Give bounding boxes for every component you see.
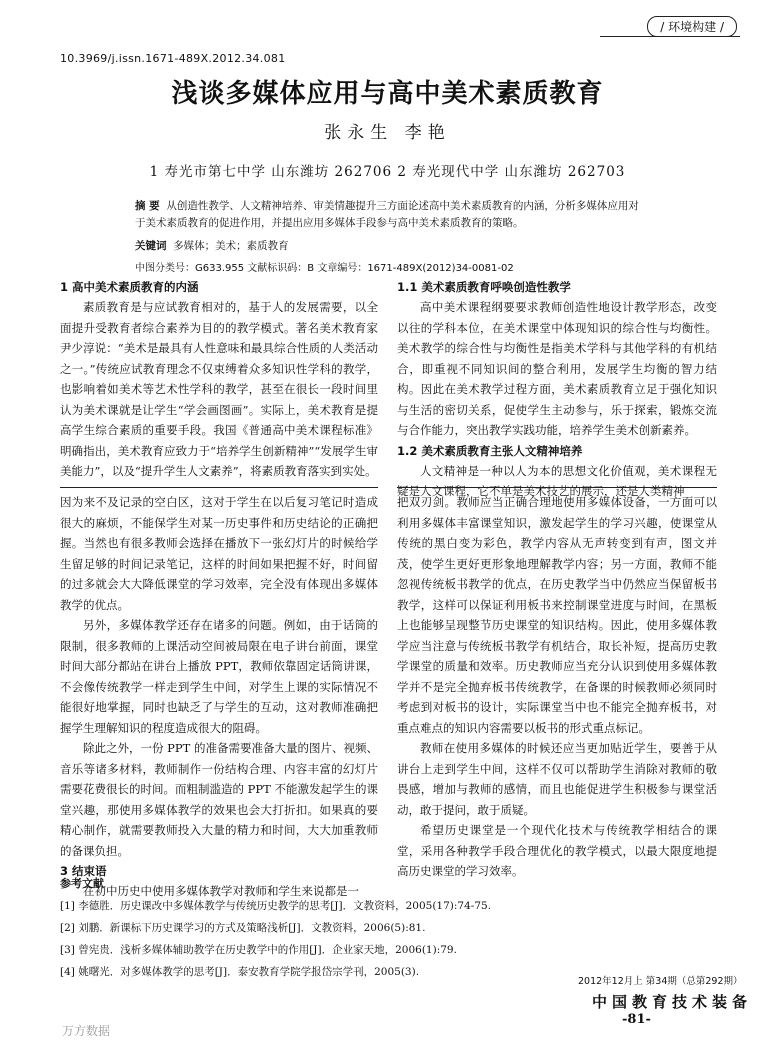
paragraph: 教师在使用多媒体的时候还应当更加贴近学生，要善于从讲台上走到学生中间，这样不仅可以帮助学生消除对教师的敬畏感，增加与教师的感情，而且也能促进学生积极参与课堂活动，敢于提问，敢于质疑。 — [397, 741, 717, 817]
authors: 张永生 李艳 — [324, 123, 451, 143]
page-number: -81- — [622, 1012, 651, 1027]
paragraph: 因为来不及记录的空白区，这对于学生在以后复习笔记时造成很大的麻烦，不能保学生对某一历史事件和历史结论的正确把握。当然也有很多教师会选择在播放下一张幻灯片的时候给学生留足够的时间记录笔记，这样的时间如果把握不好，时间留的过多就会大大降低课堂的学习效率，完全没有体现出多媒体教学的优点。 — [60, 495, 378, 612]
issue-date: 2012年12月上 第34期（总第292期） — [578, 976, 743, 987]
abstract — [135, 198, 645, 232]
paragraph: 另外，多媒体教学还存在诸多的问题。例如，由于话筒的限制，很多教师的上课活动空间被局限在电子讲台前面，课堂时间大部分都站在讲台上播放 PPT，教师依靠固定话筒讲课，不会像传统教学一样走到学生中间，对学生上课的实际情况不能很好地掌握，同时也缺乏了与学生的互动，这对教师准确把握学生理解知识的程度造成很大的阻碍。 — [60, 618, 378, 735]
classification-line: 中图分类号：G633.955 文献标识码：B 文章编号：1671-489X(2012)34-0081-02 — [135, 263, 514, 274]
magazine-name: 中国教育技术装备 — [592, 993, 753, 1011]
abstract-text: 从创造性教学、人文精神培养、审美情趣提升三方面论述高中美术素质教育的内涵，分析多媒体应用对于美术素质教育的促进作用，并提出应用多媒体手段参与高中美术素质教育的策略。 — [135, 200, 639, 229]
paragraph: 人文精神是一种以人为本的思想文化价值观，美术课程无疑是人文课程，它不单是美术技艺的展示，还是人类精神 — [397, 463, 717, 498]
reference-item: [3] 曾宪贵．浅析多媒体辅助教学在历史教学中的作用[J]．企业家天地，2006(1):79. — [60, 944, 457, 956]
section-tag: / 环境构建 / — [647, 16, 737, 37]
paragraph: 素质教育是与应试教育相对的，基于人的发展需要，以全面提升受教育者综合素养为目的的教学模式。著名美术教育家尹少淳说：“美术是最具有人性意味和最具综合性质的人类活动之一。”传统应试教育理念不仅束缚着众多知识性学科的教学，也影响着如美术等艺术性学科的教学，甚至在很长一段时间里认为美术课就是让学生“学会画图画”。实际上，美术教育是提高学生综合素质的重要手段。我国《普通高中美术课程标准》明确指出，美术教育应致力于“培养学生创新精神”“发展学生审美能力”，以及“提升学生人文素养”，将素质教育落实到实处。 — [60, 300, 378, 478]
column-separator-left — [60, 487, 378, 488]
paragraph: 除此之外，一份 PPT 的准备需要准备大量的图片、视频、音乐等诸多材料，教师制作一份结构合理、内容丰富的幻灯片需要花费很长的时间。而粗制滥造的 PPT 不能激发起学生的课堂兴趣，那使用多媒体教学的效果也会大打折扣。如果真的要精心制作，就需要教师投入大量的精力和时间，大大加重教师的备课负担。 — [60, 741, 378, 858]
doi: 10.3969/j.issn.1671-489X.2012.34.081 — [60, 52, 286, 65]
lower-right-column — [397, 492, 717, 882]
abstract-label: 摘 要 — [135, 200, 160, 212]
reference-item: [4] 姚曙光．对多媒体教学的思考[J]．泰安教育学院学报岱宗学刊，2005(3). — [60, 966, 420, 978]
paragraph: 在初中历史中使用多媒体教学对教师和学生来说都是一 — [83, 884, 359, 898]
upper-left-column — [60, 277, 378, 482]
section-1-2-heading: 1.2 美术素质教育主张人文精神培养 — [397, 443, 583, 458]
upper-right-column — [397, 277, 717, 502]
reference-item: [1] 李德胜．历史课改中多媒体教学与传统历史教学的思考[J]．文教资料，2005(17):74-75. — [60, 900, 492, 912]
affiliation: 1 寿光市第七中学 山东潍坊 262706 2 寿光现代中学 山东潍坊 262703 — [149, 164, 626, 180]
reference-item: [2] 刘鹏．新课标下历史课学习的方式及策略浅析[J]．文教资料，2006(5):81. — [60, 922, 426, 934]
watermark: 万方数据 — [62, 1024, 111, 1038]
keywords-label: 关键词 — [135, 240, 167, 252]
section-1-heading: 1 高中美术素质教育的内涵 — [60, 280, 199, 294]
header-rule — [600, 36, 740, 37]
page-title: 浅谈多媒体应用与高中美术素质教育 — [171, 79, 604, 109]
lower-left-column — [60, 492, 378, 902]
keywords-text: 多媒体；美术；素质教育 — [173, 240, 289, 252]
paragraph: 把双刃剑。教师应当正确合理地使用多媒体设备，一方面可以利用多媒体丰富课堂知识，激发起学生的学习兴趣，使课堂从传统的黑白变为彩色，教学内容从无声转变到有声，图文并茂，使学生更好更形象地理解教学内容；另一方面，教师不能忽视传统板书教学的优点，在历史教学当中仍然应当保留板书教学，这样可以保证利用板书来控制课堂进度与时间，在黑板上也能够呈现整节历史课堂的知识结构。因此，使用多媒体教学应当注意与传统板书教学有机结合，取长补短，提高历史教学课堂的质量和效率。历史教师应当充分认识到使用多媒体教学并不是完全抛弃板书传统教学，在备课的时候教师必须同时考虑到对板书的设计，实际课堂当中也不能完全抛弃板书，对重点难点的知识内容需要以板书的形式重点标记。 — [397, 495, 717, 735]
section-3-heading: 3 结束语 — [60, 864, 107, 878]
references-heading: 参考文献 — [60, 877, 104, 890]
paragraph: 高中美术课程纲要要求教师创造性地设计教学形态，改变以往的学科本位，在美术课堂中体现知识的综合性与均衡性。美术教学的综合性与均衡性是指美术学科与其他学科的有机结合，即重视不同知识间的整合利用，发展学生均衡的智力结构。因此在美术教学过程方面，美术素质教育立足于强化知识与生活的密切关系，促使学生主动参与，乐于探索，锻炼交流与合作能力，突出教学实践功能，培养学生美术创新素养。 — [397, 300, 717, 437]
references — [60, 873, 710, 983]
section-1-1-heading: 1.1 美术素质教育呼唤创造性教学 — [397, 280, 571, 294]
column-separator-right — [397, 487, 717, 488]
keywords — [135, 238, 645, 253]
paragraph: 希望历史课堂是一个现代化技术与传统教学相结合的课堂，采用各种教学手段合理优化的教学模式，以最大限度地提高历史课堂的学习效率。 — [397, 823, 717, 878]
